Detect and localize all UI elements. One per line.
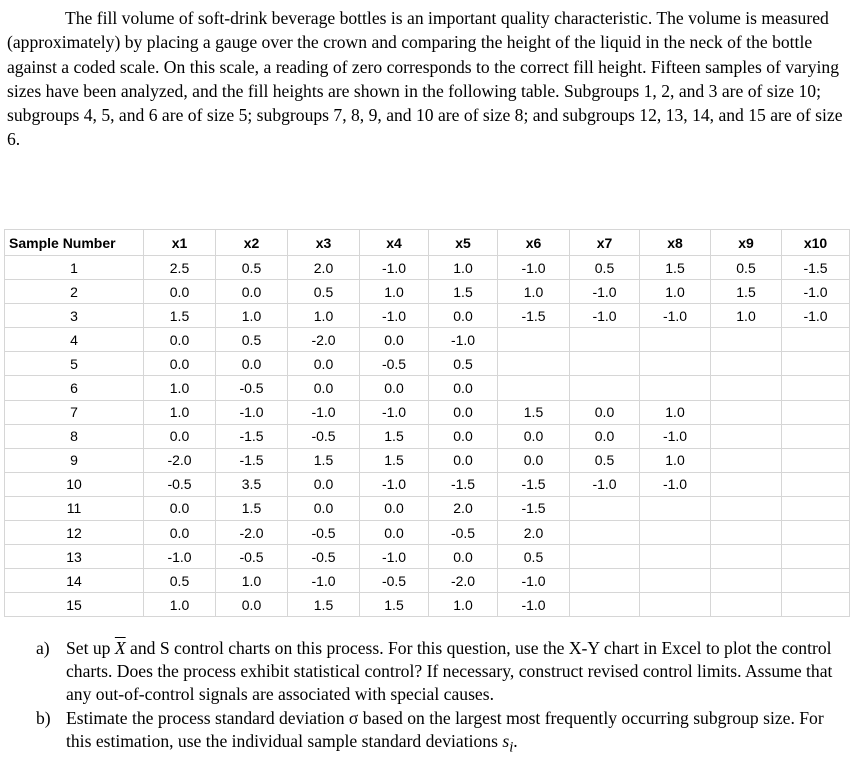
x4-cell: -1.0 (360, 545, 429, 569)
x5-cell: -0.5 (429, 521, 498, 545)
x1-cell: 0.0 (144, 521, 216, 545)
x5-cell: 2.0 (429, 496, 498, 520)
x9-cell (711, 496, 782, 520)
x8-cell (640, 593, 711, 617)
x4-cell: 1.5 (360, 448, 429, 472)
x5-cell: 0.0 (429, 424, 498, 448)
x7-cell: 0.0 (570, 424, 640, 448)
x6-cell: -1.0 (498, 569, 570, 593)
x10-cell (782, 424, 850, 448)
sample-number-cell: 2 (5, 280, 144, 304)
x2-cell: 1.0 (216, 304, 288, 328)
header-x1: x1 (144, 230, 216, 256)
sample-number-cell: 10 (5, 472, 144, 496)
x8-cell (640, 521, 711, 545)
header-x6: x6 (498, 230, 570, 256)
x1-cell: -2.0 (144, 448, 216, 472)
x3-cell: -0.5 (288, 424, 360, 448)
x3-cell: 2.0 (288, 256, 360, 280)
x9-cell (711, 593, 782, 617)
x6-cell (498, 352, 570, 376)
x10-cell: -1.0 (782, 304, 850, 328)
sample-number-cell: 3 (5, 304, 144, 328)
x10-cell (782, 496, 850, 520)
x5-cell: 1.5 (429, 280, 498, 304)
x8-cell (640, 545, 711, 569)
table-row (5, 280, 850, 304)
x2-cell: -0.5 (216, 376, 288, 400)
x4-cell: 1.5 (360, 424, 429, 448)
x6-cell: 0.5 (498, 545, 570, 569)
header-x9: x9 (711, 230, 782, 256)
question-a-marker: a) (36, 638, 50, 658)
x5-cell: 0.5 (429, 352, 498, 376)
x1-cell: 0.5 (144, 569, 216, 593)
x5-cell: -1.0 (429, 328, 498, 352)
question-a-text-rest: and S control charts on this process. For this question, use the X-Y chart in Excel to plot the control charts. Does the process exhibit statistical control? If necessary, construct revised control limits. Assume that any out-of-control signals are associated with special causes. (66, 638, 833, 704)
header-x10: x10 (782, 230, 850, 256)
x2-cell: 0.0 (216, 280, 288, 304)
x3-cell: 1.0 (288, 304, 360, 328)
sample-number-cell: 13 (5, 545, 144, 569)
x3-cell: 0.0 (288, 352, 360, 376)
x9-cell (711, 424, 782, 448)
x9-cell: 1.5 (711, 280, 782, 304)
header-x5: x5 (429, 230, 498, 256)
x4-cell: 0.0 (360, 376, 429, 400)
x4-cell: 0.0 (360, 496, 429, 520)
x10-cell (782, 569, 850, 593)
table-row (5, 328, 850, 352)
x4-cell: -1.0 (360, 472, 429, 496)
table-row (5, 424, 850, 448)
x6-cell: 2.0 (498, 521, 570, 545)
x7-cell: -1.0 (570, 304, 640, 328)
x6-cell: -1.5 (498, 304, 570, 328)
x5-cell: 0.0 (429, 448, 498, 472)
x8-cell: 1.5 (640, 256, 711, 280)
x6-cell (498, 328, 570, 352)
x2-cell: -1.5 (216, 448, 288, 472)
x10-cell: -1.5 (782, 256, 850, 280)
x4-cell: 1.5 (360, 593, 429, 617)
header-x4: x4 (360, 230, 429, 256)
x10-cell (782, 400, 850, 424)
sample-number-cell: 8 (5, 424, 144, 448)
x2-cell: 0.0 (216, 593, 288, 617)
x7-cell (570, 376, 640, 400)
x9-cell: 1.0 (711, 304, 782, 328)
x10-cell (782, 593, 850, 617)
x7-cell (570, 328, 640, 352)
x6-cell: -1.5 (498, 472, 570, 496)
x2-cell: 3.5 (216, 472, 288, 496)
x5-cell: 0.0 (429, 400, 498, 424)
x2-cell: -0.5 (216, 545, 288, 569)
x9-cell (711, 328, 782, 352)
x2-cell: 1.5 (216, 496, 288, 520)
table-row (5, 400, 850, 424)
question-a (36, 637, 836, 706)
x9-cell (711, 472, 782, 496)
x5-cell: 0.0 (429, 376, 498, 400)
header-x3: x3 (288, 230, 360, 256)
table-header-row (5, 230, 850, 256)
x7-cell: 0.5 (570, 448, 640, 472)
x10-cell: -1.0 (782, 280, 850, 304)
x4-cell: 0.0 (360, 328, 429, 352)
header-x2: x2 (216, 230, 288, 256)
sample-number-cell: 9 (5, 448, 144, 472)
x3-cell: 0.0 (288, 472, 360, 496)
x10-cell (782, 545, 850, 569)
x8-cell (640, 328, 711, 352)
x8-cell (640, 496, 711, 520)
x8-cell: 1.0 (640, 448, 711, 472)
x4-cell: -0.5 (360, 569, 429, 593)
x6-cell: -1.0 (498, 256, 570, 280)
x10-cell (782, 352, 850, 376)
x4-cell: -1.0 (360, 304, 429, 328)
x3-cell: 1.5 (288, 593, 360, 617)
x6-cell: 0.0 (498, 424, 570, 448)
x9-cell: 0.5 (711, 256, 782, 280)
x7-cell (570, 593, 640, 617)
sample-number-cell: 14 (5, 569, 144, 593)
x3-cell: 0.5 (288, 280, 360, 304)
x-bar-symbol: $\overline{X}$ (114, 638, 126, 658)
x4-cell: -1.0 (360, 256, 429, 280)
x8-cell: 1.0 (640, 280, 711, 304)
problem-intro: The fill volume of soft-drink beverage bottles is an important quality characteristic. The volume is measured (approximately) by placing a gauge over the crown and comparing the height of the liquid in the neck of the bottle against a coded scale. On this scale, a reading of zero corresponds to the correct fill height. Fifteen samples of varying sizes have been analyzed, and the fill heights are shown in the following table. Subgroups 1, 2, and 3 are of size 10; subgroups 4, 5, and 6 are of size 5; subgroups 7, 8, 9, and 10 are of size 8; and subgroups 12, 13, 14, and 15 are of size 6. (7, 8, 843, 150)
x6-cell: 1.0 (498, 280, 570, 304)
table-row (5, 521, 850, 545)
x6-cell: -1.5 (498, 496, 570, 520)
sample-number-cell: 1 (5, 256, 144, 280)
x8-cell: 1.0 (640, 400, 711, 424)
table-row (5, 593, 850, 617)
sample-number-cell: 12 (5, 521, 144, 545)
x1-cell: 0.0 (144, 352, 216, 376)
x1-cell: 1.5 (144, 304, 216, 328)
x7-cell: 0.5 (570, 256, 640, 280)
x8-cell: -1.0 (640, 304, 711, 328)
x2-cell: 0.5 (216, 328, 288, 352)
x9-cell (711, 521, 782, 545)
x4-cell: -1.0 (360, 400, 429, 424)
x5-cell: 0.0 (429, 304, 498, 328)
question-b-marker: b) (36, 707, 51, 728)
x2-cell: 1.0 (216, 569, 288, 593)
header-sample-number: Sample Number (5, 230, 144, 256)
x7-cell (570, 569, 640, 593)
table-row (5, 496, 850, 520)
x5-cell: -2.0 (429, 569, 498, 593)
table-row (5, 472, 850, 496)
x1-cell: -1.0 (144, 545, 216, 569)
table-row (5, 448, 850, 472)
table-row (5, 545, 850, 569)
x7-cell (570, 545, 640, 569)
x8-cell: -1.0 (640, 424, 711, 448)
x6-cell: -1.0 (498, 593, 570, 617)
x10-cell (782, 472, 850, 496)
sample-number-cell: 15 (5, 593, 144, 617)
x10-cell (782, 376, 850, 400)
x1-cell: 1.0 (144, 400, 216, 424)
x2-cell: -1.0 (216, 400, 288, 424)
table-row (5, 376, 850, 400)
sample-number-cell: 5 (5, 352, 144, 376)
x1-cell: 0.0 (144, 280, 216, 304)
table-row (5, 352, 850, 376)
x6-cell (498, 376, 570, 400)
x2-cell: -1.5 (216, 424, 288, 448)
table-row (5, 569, 850, 593)
sample-number-cell: 7 (5, 400, 144, 424)
x7-cell: 0.0 (570, 400, 640, 424)
x9-cell (711, 569, 782, 593)
sample-number-cell: 11 (5, 496, 144, 520)
x3-cell: -0.5 (288, 545, 360, 569)
x1-cell: 0.0 (144, 328, 216, 352)
x10-cell (782, 328, 850, 352)
x3-cell: -0.5 (288, 521, 360, 545)
x4-cell: -0.5 (360, 352, 429, 376)
x4-cell: 1.0 (360, 280, 429, 304)
x9-cell (711, 400, 782, 424)
s-symbol: s (502, 730, 510, 751)
x5-cell: -1.5 (429, 472, 498, 496)
question-b-text-end: . (513, 730, 518, 751)
sample-number-cell: 4 (5, 328, 144, 352)
x9-cell (711, 376, 782, 400)
x8-cell (640, 569, 711, 593)
x1-cell: 1.0 (144, 593, 216, 617)
x3-cell: -1.0 (288, 569, 360, 593)
x7-cell (570, 496, 640, 520)
x3-cell: -2.0 (288, 328, 360, 352)
x8-cell (640, 352, 711, 376)
table-row (5, 256, 850, 280)
x1-cell: -0.5 (144, 472, 216, 496)
i-subscript: i (509, 739, 514, 756)
x1-cell: 0.0 (144, 424, 216, 448)
table-row (5, 304, 850, 328)
x7-cell (570, 352, 640, 376)
x1-cell: 2.5 (144, 256, 216, 280)
x7-cell: -1.0 (570, 280, 640, 304)
x5-cell: 0.0 (429, 545, 498, 569)
x8-cell (640, 376, 711, 400)
x3-cell: 0.0 (288, 496, 360, 520)
x3-cell: -1.0 (288, 400, 360, 424)
sample-number-cell: 6 (5, 376, 144, 400)
x1-cell: 0.0 (144, 496, 216, 520)
question-b (36, 707, 836, 759)
x8-cell: -1.0 (640, 472, 711, 496)
x5-cell: 1.0 (429, 593, 498, 617)
x4-cell: 0.0 (360, 521, 429, 545)
x1-cell: 1.0 (144, 376, 216, 400)
x6-cell: 0.0 (498, 448, 570, 472)
question-a-text-start: Set up (66, 638, 115, 658)
x2-cell: -2.0 (216, 521, 288, 545)
header-x8: x8 (640, 230, 711, 256)
x7-cell (570, 521, 640, 545)
table-body (5, 256, 850, 617)
x10-cell (782, 448, 850, 472)
header-x7: x7 (570, 230, 640, 256)
x3-cell: 1.5 (288, 448, 360, 472)
x9-cell (711, 352, 782, 376)
x2-cell: 0.5 (216, 256, 288, 280)
x9-cell (711, 448, 782, 472)
x9-cell (711, 545, 782, 569)
question-b-text-start: Estimate the process standard deviation σ based on the largest most frequently occurring subgroup size. For this estimation, use the individual sample standard deviations (66, 707, 824, 751)
x2-cell: 0.0 (216, 352, 288, 376)
x3-cell: 0.0 (288, 376, 360, 400)
x10-cell (782, 521, 850, 545)
x5-cell: 1.0 (429, 256, 498, 280)
fill-height-table (4, 229, 850, 617)
question-list (36, 637, 836, 760)
x7-cell: -1.0 (570, 472, 640, 496)
x6-cell: 1.5 (498, 400, 570, 424)
